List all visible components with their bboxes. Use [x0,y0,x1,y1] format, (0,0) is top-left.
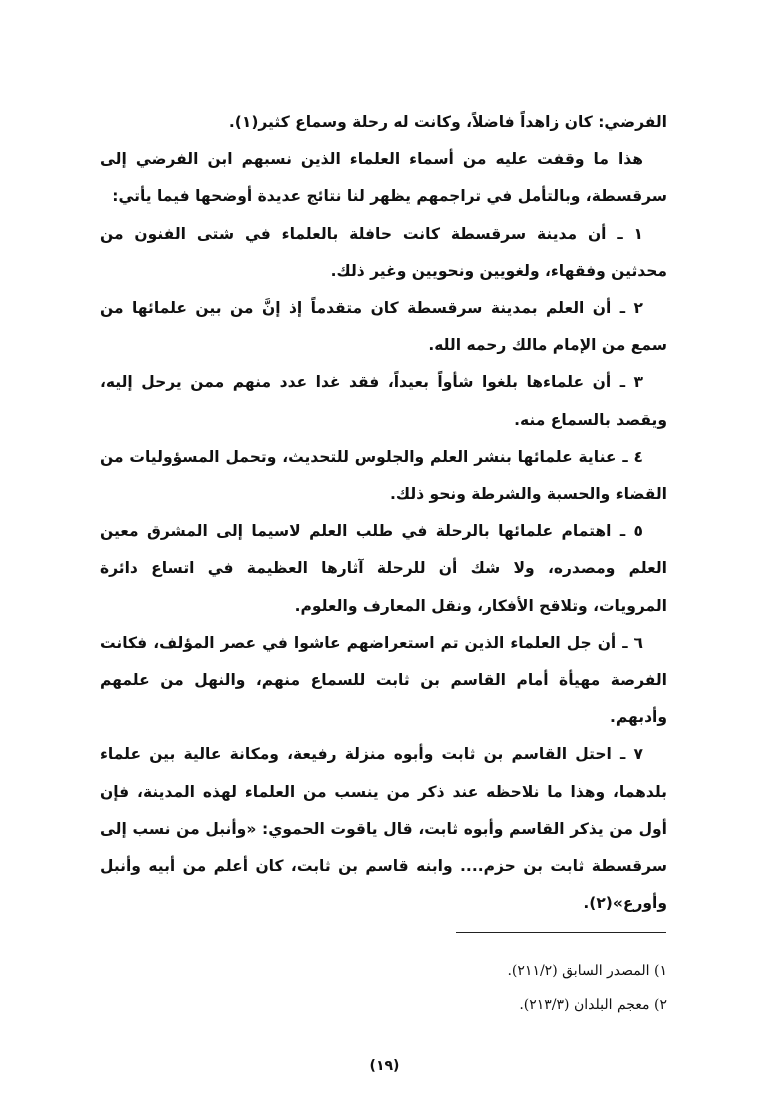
paragraph-point-2: ٢ ـ أن العلم بمدينة سرقسطة كان متقدماً إذ إنَّ من بين علمائها من سمع من الإمام مالك رحمه الله. [100,299,667,355]
paragraph-point-4: ٤ ـ عناية علمائها بنشر العلم والجلوس للتحديث، وتحمل المسؤوليات من القضاء والحسبة والشرطة ونحو ذلك. [100,447,667,504]
paragraph-point-5: ٥ ـ اهتمام علمائها بالرحلة في طلب العلم لاسيما إلى المشرق معين العلم ومصدره، ولا شك أن للرحلة آثارها العظيمة في اتساع دائرة المرويات، وتلاقح الأفكار، ونقل المعارف والعلوم. [100,522,667,615]
paragraph-point-7: ٧ ـ احتل القاسم بن ثابت وأبوه منزلة رفيعة، ومكانة عالية بين علماء بلدهما، وهذا ما نلاحظه عند ذكر من ينسب من العلماء لهذه المدينة، فإن أول من يذكر القاسم وأبوه ثابت، قال ياقوت الحموي: «وأنبل من نسب إلى سرقسطة ثابت بن حزم.... وابنه قاسم بن ثابت، كان أعلم من أبيه وأنبل وأورع»(٢). [100,745,667,913]
paragraph-point-6: ٦ ـ أن جل العلماء الذين تم استعراضهم عاشوا في عصر المؤلف، فكانت الفرصة مهيأة أمام القاسم بن ثابت للسماع منهم، والنهل من علمهم وأدبهم. [100,633,667,727]
footnote-1: ١) المصدر السابق (٢١١/٢). [507,963,667,979]
footnote-2: ٢) معجم البلدان (٢١٣/٣). [519,997,667,1013]
page-number: (١٩) [369,1058,400,1074]
paragraph-intro: هذا ما وقفت عليه من أسماء العلماء الذين نسبهم ابن الفرضي إلى سرقسطة، وبالتأمل في تراجمهم يظهر لنا نتائج عديدة أوضحها فيما يأتي: [100,150,667,206]
paragraph-continuation: الفرضي: كان زاهداً فاضلاً، وكانت له رحلة وسماع كثير(١). [228,113,667,131]
main-text [100,104,667,922]
paragraph-point-3: ٣ ـ أن علماءها بلغوا شأواً بعيداً، فقد غدا عدد منهم ممن يرحل إليه، ويقصد بالسماع منه. [100,373,667,429]
footnote-divider [456,932,666,933]
footnotes [300,954,667,1022]
paragraph-point-1: ١ ـ أن مدينة سرقسطة كانت حافلة بالعلماء في شتى الفنون من محدثين وفقهاء، ولغويين ونحويين وغير ذلك. [100,224,667,280]
